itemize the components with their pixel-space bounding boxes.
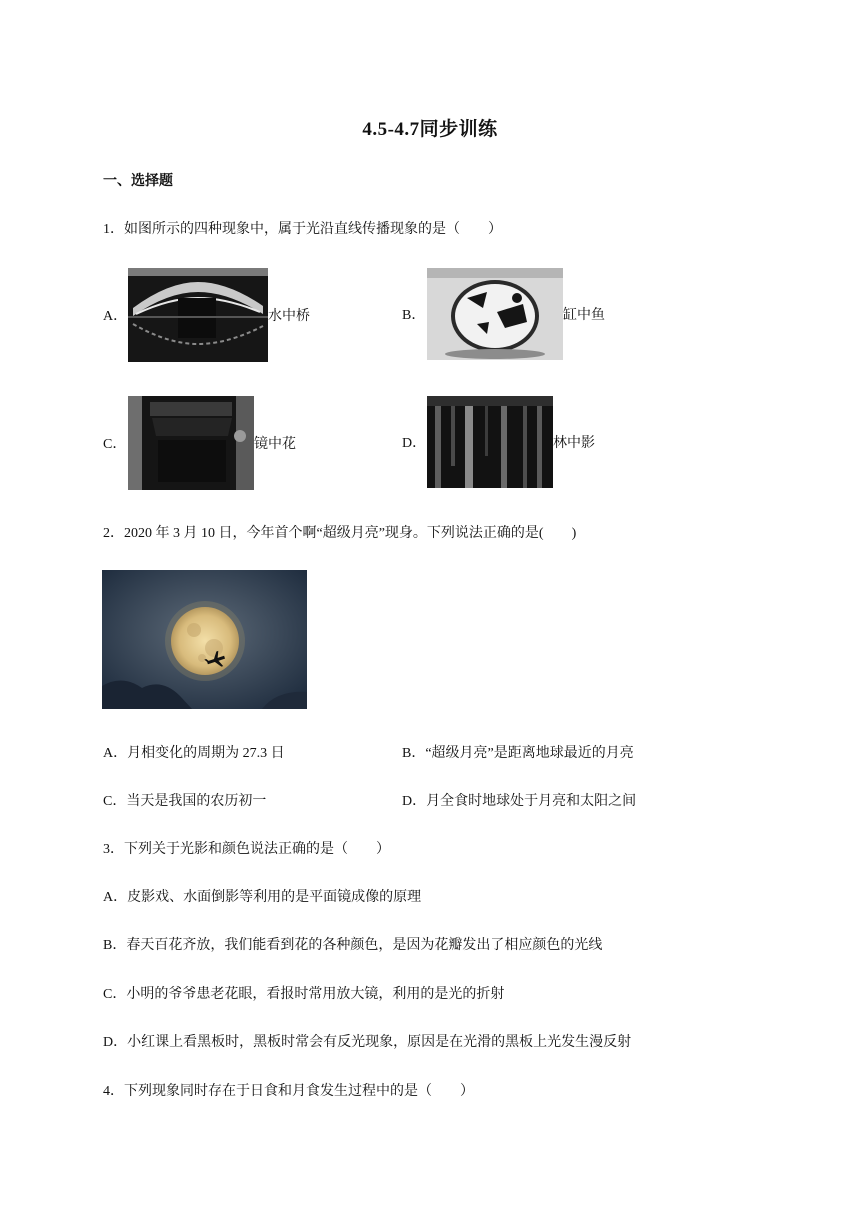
mirror-flower-image	[128, 396, 254, 490]
q2-option-d[interactable]: D．月全食时地球处于月亮和太阳之间	[402, 794, 637, 809]
option-label: B．	[402, 308, 426, 323]
section-heading: 一、选择题	[103, 174, 173, 189]
option-caption: 林中影	[553, 436, 595, 451]
fish-bowl-image	[427, 268, 563, 360]
q1-option-c[interactable]	[103, 396, 296, 490]
q3-option-c[interactable]: C．小明的爷爷患老花眼，看报时常用放大镜，利用的是光的折射	[103, 987, 505, 1002]
question-3-stem: 3．下列关于光影和颜色说法正确的是（ ）	[103, 842, 390, 857]
question-1-stem: 1．如图所示的四种现象中，属于光沿直线传播现象的是（ ）	[103, 222, 502, 237]
q3-option-b[interactable]: B．春天百花齐放，我们能看到花的各种颜色，是因为花瓣发出了相应颜色的光线	[103, 938, 603, 953]
question-4-stem: 4．下列现象同时存在于日食和月食发生过程中的是（ ）	[103, 1084, 474, 1099]
option-caption: 水中桥	[268, 309, 310, 324]
question-2-stem: 2．2020 年 3 月 10 日，今年首个啊“超级月亮”现身。下列说法正确的是( )	[103, 526, 577, 541]
q2-option-a[interactable]: A．月相变化的周期为 27.3 日	[103, 746, 285, 761]
q1-option-d[interactable]	[402, 396, 595, 488]
option-label: C．	[103, 437, 127, 452]
page-title: 4.5-4.7同步训练	[362, 119, 498, 140]
super-moon-image	[102, 570, 307, 709]
option-label: D．	[402, 436, 427, 451]
forest-shadow-image	[427, 396, 553, 488]
q1-option-b[interactable]	[402, 268, 605, 360]
option-label: A．	[103, 309, 128, 324]
q3-option-d[interactable]: D．小红课上看黑板时，黑板时常会有反光现象，原因是在光滑的黑板上光发生漫反射	[103, 1035, 632, 1050]
bridge-reflection-image	[128, 268, 268, 362]
option-caption: 缸中鱼	[563, 308, 605, 323]
q2-option-c[interactable]: C．当天是我国的农历初一	[103, 794, 267, 809]
q2-option-b[interactable]: B．“超级月亮”是距离地球最近的月亮	[402, 746, 634, 761]
q1-option-a[interactable]	[103, 268, 310, 362]
q3-option-a[interactable]: A．皮影戏、水面倒影等利用的是平面镜成像的原理	[103, 890, 422, 905]
option-caption: 镜中花	[254, 437, 296, 452]
